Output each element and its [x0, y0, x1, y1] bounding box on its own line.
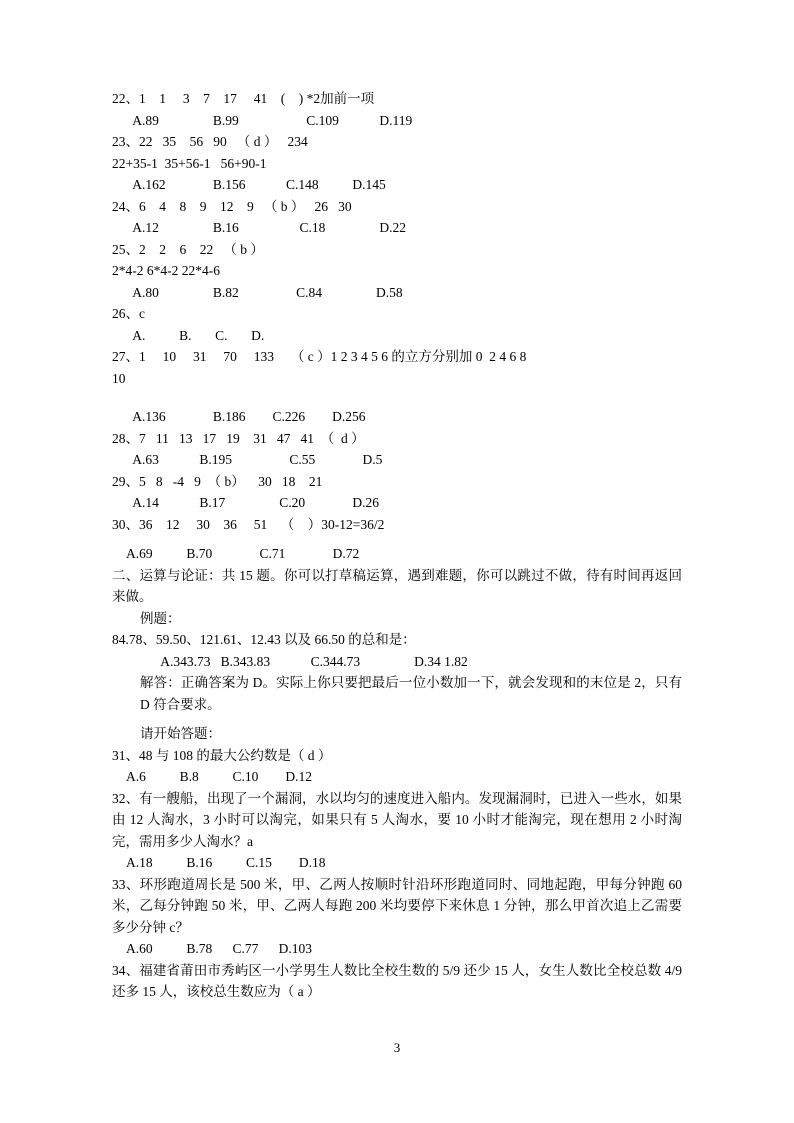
question-24-options: A.12 B.16 C.18 D.22	[112, 220, 407, 235]
example-question: 84.78、59.50、121.61、12.43 以及 66.50 的总和是：	[112, 632, 416, 647]
question-28-options: A.63 B.195 C.55 D.5	[112, 452, 383, 467]
question-27-options: A.136 B.186 C.226 D.256	[112, 409, 366, 424]
page-number: 3	[393, 1040, 401, 1055]
start-answering-note: 请开始答题：	[140, 726, 221, 741]
question-33-options: A.60 B.78 C.77 D.103	[126, 941, 313, 956]
example-answer: 解答：正确答案为 D。实际上你只要把最后一位小数加一下，就会发现和的末位是 2，只有 D 符合要求。	[140, 675, 682, 712]
example-label: 例题：	[140, 610, 181, 626]
spacer	[112, 389, 682, 406]
question-31-options: A.6 B.8 C.10 D.12	[126, 769, 313, 784]
question-23-working: 22+35-1 35+56-1 56+90-1	[112, 155, 267, 171]
question-30: 30、36 12 30 36 51 （ ）30-12=36/2	[112, 516, 385, 532]
question-28: 28、7 11 13 17 19 31 47 41 （ d ）	[112, 430, 365, 446]
example-options: A.343.73 B.343.83 C.344.73 D.34 1.82	[140, 653, 468, 669]
question-27: 27、1 10 31 70 133 （ c ）1 2 3 4 5 6 的立方分别加 0 2 4 6 8	[112, 349, 527, 364]
question-32: 32、有一艘船，出现了一个漏洞，水以均匀的速度进入船内。发现漏洞时，已进入一些水，如果由 12 人淘水，3 小时可以淘完，如果只有 5 人淘水，要 10 小时才能淘完，现在想用 2 小时淘完，需用多少人淘水？a	[112, 790, 682, 849]
question-33: 33、环形跑道周长是 500 米，甲、乙两人按顺时针沿环形跑道同时、同地起跑，甲每分钟跑 60 米，乙每分钟跑 50 米，甲、乙两人每跑 200 米均要停下来休息 1 分钟，那么甲首次追上乙需要多少分钟 c？	[112, 876, 682, 935]
question-23: 23、22 35 56 90 （ d ） 234	[112, 134, 308, 149]
spacer	[112, 715, 682, 723]
question-23-options: A.162 B.156 C.148 D.145	[112, 177, 386, 192]
question-26-options: A. B. C. D.	[112, 327, 265, 343]
section-two-heading: 二、运算与论证：共 15 题。你可以打草稿运算，遇到难题，你可以跳过不做，待有时间再返回来做。	[112, 567, 682, 604]
question-25: 25、2 2 6 22 （ b ）	[112, 241, 264, 257]
question-27-continued: 10	[112, 370, 126, 386]
question-25-working: 2*4-2 6*4-2 22*4-6	[112, 263, 220, 278]
question-25-options: A.80 B.82 C.84 D.58	[112, 284, 403, 300]
question-26: 26、c	[112, 306, 145, 321]
question-34: 34、福建省莆田市秀屿区一小学男生人数比全校生数的 5/9 还少 15 人，女生人数比全校总数 4/9 还多 15 人，该校总生数应为（ a ）	[112, 962, 682, 999]
question-32-options: A.18 B.16 C.15 D.18	[126, 855, 326, 870]
spacer	[112, 535, 682, 543]
question-31: 31、48 与 108 的最大公约数是（ d ）	[112, 747, 332, 763]
question-29: 29、5 8 -4 9 （ b） 30 18 21	[112, 473, 323, 489]
question-22-options: A.89 B.99 C.109 D.119	[112, 112, 413, 128]
question-22: 22、1 1 3 7 17 41 ( ) *2加前一项	[112, 91, 375, 106]
question-29-options: A.14 B.17 C.20 D.26	[112, 495, 380, 510]
question-30-options: A.69 B.70 C.71 D.72	[126, 546, 360, 561]
question-24: 24、6 4 8 9 12 9 （ b ） 26 30	[112, 198, 352, 214]
